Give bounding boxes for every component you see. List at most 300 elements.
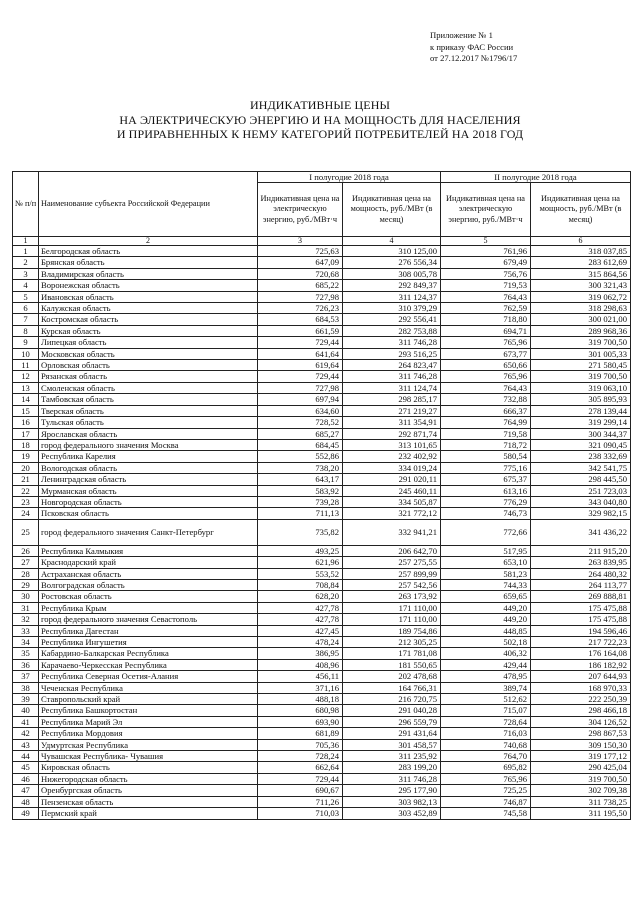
energy-price-h2: 765,96 (441, 773, 531, 784)
region-name: Тульская область (39, 417, 258, 428)
energy-price-h2: 673,77 (441, 348, 531, 359)
energy-price-h1: 643,17 (258, 474, 343, 485)
row-number: 41 (13, 716, 39, 727)
region-name: Белгородская область (39, 246, 258, 257)
power-price-h2: 289 968,36 (531, 325, 631, 336)
energy-price-h1: 661,59 (258, 325, 343, 336)
power-price-h2: 217 722,23 (531, 637, 631, 648)
row-number: 11 (13, 360, 39, 371)
energy-price-h2: 776,29 (441, 496, 531, 507)
power-price-h1: 232 402,92 (343, 451, 441, 462)
table-row (13, 568, 631, 579)
table-row (13, 485, 631, 496)
region-name: Тамбовская область (39, 394, 258, 405)
energy-price-h2: 695,82 (441, 762, 531, 773)
power-price-h2: 319 299,14 (531, 417, 631, 428)
column-header-region: Наименование субъекта Российской Федерации (39, 172, 258, 237)
table-row (13, 591, 631, 602)
column-header-energy-h1: Индикативная цена на электрическую энергию, руб./МВт·ч (258, 183, 343, 237)
power-price-h2: 186 182,92 (531, 659, 631, 670)
row-number: 32 (13, 614, 39, 625)
region-name: Республика Крым (39, 602, 258, 613)
power-price-h2: 342 541,75 (531, 462, 631, 473)
table-body (13, 246, 631, 820)
energy-price-h1: 729,44 (258, 773, 343, 784)
energy-price-h1: 684,53 (258, 314, 343, 325)
power-price-h2: 300 021,00 (531, 314, 631, 325)
column-header-half1: I полугодие 2018 года (258, 172, 441, 183)
row-number: 5 (13, 291, 39, 302)
energy-price-h2: 580,54 (441, 451, 531, 462)
table-row (13, 659, 631, 670)
energy-price-h1: 697,94 (258, 394, 343, 405)
energy-price-h2: 765,96 (441, 337, 531, 348)
power-price-h2: 283 612,69 (531, 257, 631, 268)
power-price-h2: 222 250,39 (531, 694, 631, 705)
column-index: 3 (258, 237, 343, 246)
row-number: 24 (13, 508, 39, 519)
row-number: 10 (13, 348, 39, 359)
power-price-h1: 171 110,00 (343, 602, 441, 613)
power-price-h1: 311 746,28 (343, 773, 441, 784)
energy-price-h2: 764,43 (441, 291, 531, 302)
header-row-periods (13, 172, 631, 183)
power-price-h1: 202 478,68 (343, 671, 441, 682)
energy-price-h2: 718,72 (441, 439, 531, 450)
region-name: Республика Калмыкия (39, 545, 258, 556)
table-row (13, 519, 631, 545)
region-name: Вологодская область (39, 462, 258, 473)
table-row (13, 257, 631, 268)
table-row (13, 728, 631, 739)
table-row (13, 348, 631, 359)
row-number: 17 (13, 428, 39, 439)
energy-price-h1: 478,24 (258, 637, 343, 648)
table-row (13, 439, 631, 450)
power-price-h1: 263 173,92 (343, 591, 441, 602)
power-price-h2: 300 321,43 (531, 280, 631, 291)
power-price-h2: 315 864,56 (531, 268, 631, 279)
table-row (13, 428, 631, 439)
table-row (13, 671, 631, 682)
energy-price-h1: 552,86 (258, 451, 343, 462)
power-price-h1: 206 642,70 (343, 545, 441, 556)
region-name: Волгоградская область (39, 579, 258, 590)
row-number: 43 (13, 739, 39, 750)
row-number: 33 (13, 625, 39, 636)
power-price-h1: 311 746,28 (343, 337, 441, 348)
power-price-h1: 310 379,29 (343, 303, 441, 314)
power-price-h2: 269 888,81 (531, 591, 631, 602)
table-row (13, 579, 631, 590)
title-line-1: ИНДИКАТИВНЫЕ ЦЕНЫ (249, 98, 391, 112)
energy-price-h2: 666,37 (441, 405, 531, 416)
power-price-h1: 293 516,25 (343, 348, 441, 359)
appendix-date: от 27.12.2017 №1796/17 (430, 53, 518, 63)
column-header-power-h2: Индикативная цена на мощность, руб./МВт (в месяц) (531, 183, 631, 237)
column-header-power-h1: Индикативная цена на мощность, руб./МВт (в месяц) (343, 183, 441, 237)
energy-price-h2: 502,18 (441, 637, 531, 648)
energy-price-h1: 371,16 (258, 682, 343, 693)
region-name: Ивановская область (39, 291, 258, 302)
row-number: 25 (13, 519, 39, 545)
energy-price-h1: 427,78 (258, 602, 343, 613)
energy-price-h1: 681,89 (258, 728, 343, 739)
power-price-h1: 310 125,00 (343, 246, 441, 257)
row-number: 39 (13, 694, 39, 705)
energy-price-h1: 641,64 (258, 348, 343, 359)
power-price-h2: 318 298,63 (531, 303, 631, 314)
energy-price-h1: 408,96 (258, 659, 343, 670)
energy-price-h1: 725,63 (258, 246, 343, 257)
power-price-h1: 292 871,74 (343, 428, 441, 439)
row-number: 16 (13, 417, 39, 428)
energy-price-h1: 684,45 (258, 439, 343, 450)
region-name: Нижегородская область (39, 773, 258, 784)
energy-price-h2: 716,03 (441, 728, 531, 739)
energy-price-h1: 690,67 (258, 785, 343, 796)
energy-price-h1: 705,36 (258, 739, 343, 750)
power-price-h1: 332 941,21 (343, 519, 441, 545)
region-name: Смоленская область (39, 382, 258, 393)
row-number: 9 (13, 337, 39, 348)
column-header-number: № п/п (13, 172, 39, 237)
power-price-h1: 311 235,92 (343, 751, 441, 762)
energy-price-h2: 719,58 (441, 428, 531, 439)
power-price-h1: 334 505,87 (343, 496, 441, 507)
power-price-h1: 313 101,65 (343, 439, 441, 450)
table-row (13, 337, 631, 348)
region-name: Орловская область (39, 360, 258, 371)
energy-price-h1: 456,11 (258, 671, 343, 682)
region-name: Московская область (39, 348, 258, 359)
region-name: город федерального значения Севастополь (39, 614, 258, 625)
energy-price-h2: 719,53 (441, 280, 531, 291)
energy-price-h1: 427,45 (258, 625, 343, 636)
energy-price-h1: 739,28 (258, 496, 343, 507)
power-price-h1: 311 124,74 (343, 382, 441, 393)
region-name: Костромская область (39, 314, 258, 325)
table-row (13, 508, 631, 519)
power-price-h2: 251 723,03 (531, 485, 631, 496)
row-number: 40 (13, 705, 39, 716)
energy-price-h2: 512,62 (441, 694, 531, 705)
region-name: Республика Дагестан (39, 625, 258, 636)
row-number: 28 (13, 568, 39, 579)
row-number: 4 (13, 280, 39, 291)
row-number: 30 (13, 591, 39, 602)
row-number: 15 (13, 405, 39, 416)
table-row (13, 417, 631, 428)
column-index: 1 (13, 237, 39, 246)
region-name: Карачаево-Черкесская Республика (39, 659, 258, 670)
energy-price-h1: 727,98 (258, 291, 343, 302)
table-row (13, 762, 631, 773)
row-number: 44 (13, 751, 39, 762)
energy-price-h1: 662,64 (258, 762, 343, 773)
row-number: 42 (13, 728, 39, 739)
power-price-h2: 329 982,15 (531, 508, 631, 519)
power-price-h2: 319 063,10 (531, 382, 631, 393)
region-name: Пензенская область (39, 796, 258, 807)
appendix-line: Приложение № 1 (430, 30, 493, 40)
table-row (13, 496, 631, 507)
region-name: Ленинградская область (39, 474, 258, 485)
row-number: 8 (13, 325, 39, 336)
energy-price-h1: 693,90 (258, 716, 343, 727)
energy-price-h2: 659,65 (441, 591, 531, 602)
power-price-h2: 298 466,18 (531, 705, 631, 716)
power-price-h2: 311 195,50 (531, 808, 631, 819)
power-price-h2: 207 644,93 (531, 671, 631, 682)
row-number: 13 (13, 382, 39, 393)
table-row (13, 325, 631, 336)
row-number: 31 (13, 602, 39, 613)
table-row (13, 382, 631, 393)
power-price-h1: 164 766,31 (343, 682, 441, 693)
energy-price-h1: 628,20 (258, 591, 343, 602)
energy-price-h1: 386,95 (258, 648, 343, 659)
power-price-h2: 304 126,52 (531, 716, 631, 727)
power-price-h1: 216 720,75 (343, 694, 441, 705)
power-price-h2: 194 596,46 (531, 625, 631, 636)
energy-price-h1: 727,98 (258, 382, 343, 393)
energy-price-h2: 746,87 (441, 796, 531, 807)
energy-price-h1: 427,78 (258, 614, 343, 625)
table-row (13, 474, 631, 485)
energy-price-h1: 685,22 (258, 280, 343, 291)
table-row (13, 808, 631, 819)
table-row (13, 716, 631, 727)
power-price-h1: 303 982,13 (343, 796, 441, 807)
row-number: 47 (13, 785, 39, 796)
region-name: Рязанская область (39, 371, 258, 382)
table-row (13, 303, 631, 314)
region-name: Чеченская Республика (39, 682, 258, 693)
table-row (13, 246, 631, 257)
power-price-h2: 263 839,95 (531, 557, 631, 568)
row-number: 45 (13, 762, 39, 773)
power-price-h1: 171 110,00 (343, 614, 441, 625)
region-name: город федерального значения Санкт-Петербург (39, 519, 258, 545)
row-number: 18 (13, 439, 39, 450)
power-price-h2: 319 700,50 (531, 337, 631, 348)
energy-price-h1: 738,20 (258, 462, 343, 473)
power-price-h2: 175 475,88 (531, 614, 631, 625)
power-price-h1: 303 452,89 (343, 808, 441, 819)
energy-price-h1: 685,27 (258, 428, 343, 439)
energy-price-h1: 634,60 (258, 405, 343, 416)
energy-price-h2: 478,95 (441, 671, 531, 682)
energy-price-h1: 493,25 (258, 545, 343, 556)
energy-price-h2: 389,74 (441, 682, 531, 693)
table-row (13, 314, 631, 325)
table-row (13, 785, 631, 796)
energy-price-h2: 756,76 (441, 268, 531, 279)
table-row (13, 451, 631, 462)
region-name: Кабардино-Балкарская Республика (39, 648, 258, 659)
power-price-h1: 311 354,91 (343, 417, 441, 428)
column-index: 2 (39, 237, 258, 246)
table-row (13, 648, 631, 659)
region-name: Новгородская область (39, 496, 258, 507)
power-price-h1: 311 746,28 (343, 371, 441, 382)
energy-price-h1: 735,82 (258, 519, 343, 545)
row-number: 20 (13, 462, 39, 473)
energy-price-h2: 449,20 (441, 602, 531, 613)
table-row (13, 614, 631, 625)
region-name: Мурманская область (39, 485, 258, 496)
energy-price-h2: 429,44 (441, 659, 531, 670)
power-price-h1: 296 559,79 (343, 716, 441, 727)
energy-price-h1: 729,44 (258, 337, 343, 348)
energy-price-h2: 613,16 (441, 485, 531, 496)
column-index: 6 (531, 237, 631, 246)
power-price-h2: 278 139,44 (531, 405, 631, 416)
power-price-h1: 245 460,11 (343, 485, 441, 496)
power-price-h1: 212 305,25 (343, 637, 441, 648)
region-name: Курская область (39, 325, 258, 336)
energy-price-h2: 746,73 (441, 508, 531, 519)
table-row (13, 405, 631, 416)
table-row (13, 751, 631, 762)
table-row (13, 739, 631, 750)
power-price-h1: 291 040,28 (343, 705, 441, 716)
power-price-h2: 343 040,80 (531, 496, 631, 507)
table-row (13, 545, 631, 556)
power-price-h2: 311 738,25 (531, 796, 631, 807)
row-number: 49 (13, 808, 39, 819)
energy-price-h1: 729,44 (258, 371, 343, 382)
power-price-h1: 257 542,56 (343, 579, 441, 590)
row-number: 29 (13, 579, 39, 590)
region-name: Республика Ингушетия (39, 637, 258, 648)
power-price-h1: 257 275,55 (343, 557, 441, 568)
power-price-h2: 300 344,37 (531, 428, 631, 439)
energy-price-h2: 765,96 (441, 371, 531, 382)
energy-price-h1: 720,68 (258, 268, 343, 279)
energy-price-h1: 680,98 (258, 705, 343, 716)
document-title (0, 98, 640, 142)
power-price-h1: 282 753,88 (343, 325, 441, 336)
table-row (13, 694, 631, 705)
energy-price-h2: 694,71 (441, 325, 531, 336)
energy-price-h2: 650,66 (441, 360, 531, 371)
energy-price-h2: 715,07 (441, 705, 531, 716)
region-name: Республика Мордовия (39, 728, 258, 739)
row-number: 38 (13, 682, 39, 693)
table-row (13, 602, 631, 613)
table-row (13, 462, 631, 473)
table-row (13, 268, 631, 279)
power-price-h2: 301 005,33 (531, 348, 631, 359)
power-price-h1: 291 431,64 (343, 728, 441, 739)
energy-price-h2: 732,88 (441, 394, 531, 405)
row-number: 14 (13, 394, 39, 405)
energy-price-h1: 711,13 (258, 508, 343, 519)
row-number: 35 (13, 648, 39, 659)
region-name: Астраханская область (39, 568, 258, 579)
energy-price-h1: 728,24 (258, 751, 343, 762)
energy-price-h1: 710,03 (258, 808, 343, 819)
row-number: 48 (13, 796, 39, 807)
energy-price-h1: 726,23 (258, 303, 343, 314)
row-number: 34 (13, 637, 39, 648)
energy-price-h1: 583,92 (258, 485, 343, 496)
row-number: 36 (13, 659, 39, 670)
table-row (13, 773, 631, 784)
energy-price-h1: 728,52 (258, 417, 343, 428)
power-price-h2: 305 895,93 (531, 394, 631, 405)
energy-price-h2: 725,25 (441, 785, 531, 796)
region-name: Воронежская область (39, 280, 258, 291)
energy-price-h2: 744,33 (441, 579, 531, 590)
column-index-row (13, 237, 631, 246)
table-row (13, 682, 631, 693)
power-price-h1: 292 849,37 (343, 280, 441, 291)
row-number: 46 (13, 773, 39, 784)
power-price-h2: 211 915,20 (531, 545, 631, 556)
power-price-h1: 189 754,86 (343, 625, 441, 636)
table-row (13, 371, 631, 382)
row-number: 21 (13, 474, 39, 485)
power-price-h2: 341 436,22 (531, 519, 631, 545)
region-name: Брянская область (39, 257, 258, 268)
region-name: Удмуртская Республика (39, 739, 258, 750)
region-name: Чувашская Республика- Чувашия (39, 751, 258, 762)
region-name: Пермский край (39, 808, 258, 819)
power-price-h1: 301 458,57 (343, 739, 441, 750)
energy-price-h2: 675,37 (441, 474, 531, 485)
power-price-h2: 302 709,38 (531, 785, 631, 796)
power-price-h1: 321 772,12 (343, 508, 441, 519)
energy-price-h2: 772,66 (441, 519, 531, 545)
power-price-h2: 298 867,53 (531, 728, 631, 739)
power-price-h2: 319 700,50 (531, 773, 631, 784)
energy-price-h2: 679,49 (441, 257, 531, 268)
row-number: 19 (13, 451, 39, 462)
table-row (13, 796, 631, 807)
power-price-h2: 319 062,72 (531, 291, 631, 302)
power-price-h1: 283 199,20 (343, 762, 441, 773)
power-price-h2: 168 970,33 (531, 682, 631, 693)
power-price-h2: 264 480,32 (531, 568, 631, 579)
power-price-h2: 321 090,45 (531, 439, 631, 450)
region-name: Ростовская область (39, 591, 258, 602)
power-price-h1: 334 019,24 (343, 462, 441, 473)
energy-price-h2: 728,64 (441, 716, 531, 727)
row-number: 22 (13, 485, 39, 496)
appendix-order: к приказу ФАС России (430, 41, 514, 52)
table-row (13, 557, 631, 568)
energy-price-h2: 764,70 (441, 751, 531, 762)
region-name: Республика Башкортостан (39, 705, 258, 716)
power-price-h2: 290 425,04 (531, 762, 631, 773)
region-name: Тверская область (39, 405, 258, 416)
energy-price-h2: 775,16 (441, 462, 531, 473)
row-number: 7 (13, 314, 39, 325)
column-index: 4 (343, 237, 441, 246)
region-name: Республика Марий Эл (39, 716, 258, 727)
energy-price-h2: 764,99 (441, 417, 531, 428)
appendix-block (430, 30, 630, 65)
region-name: Липецкая область (39, 337, 258, 348)
row-number: 23 (13, 496, 39, 507)
region-name: город федерального значения Москва (39, 439, 258, 450)
energy-price-h1: 647,09 (258, 257, 343, 268)
power-price-h1: 291 020,11 (343, 474, 441, 485)
power-price-h1: 181 550,65 (343, 659, 441, 670)
